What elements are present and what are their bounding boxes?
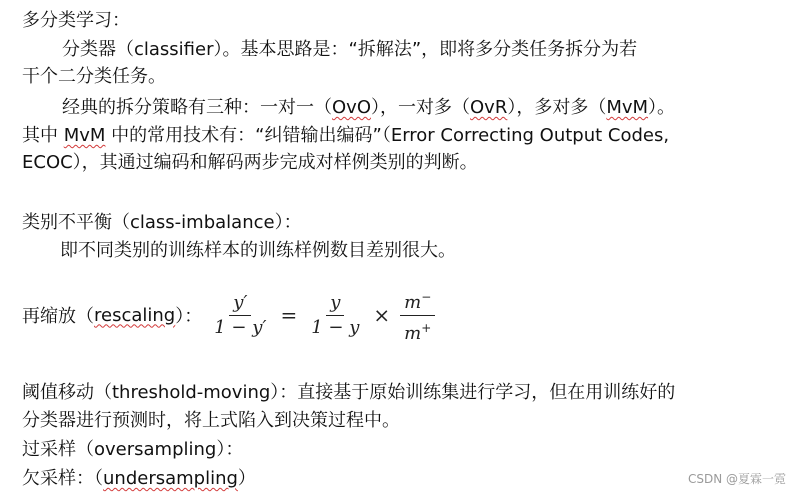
csdn-watermark: CSDN @夏霖一霓 bbox=[687, 472, 786, 486]
paragraph-classifier bbox=[62, 37, 637, 63]
heading-oversampling bbox=[22, 437, 243, 463]
heading-multiclass bbox=[22, 8, 130, 34]
times-sign: × bbox=[373, 303, 391, 327]
superscript-minus: − bbox=[421, 289, 432, 304]
paragraph-ecoc bbox=[22, 123, 669, 149]
paragraph-threshold-moving bbox=[22, 380, 675, 406]
fraction-denominator: 1 − y′ bbox=[214, 316, 267, 338]
text-segment: 再缩放（ bbox=[22, 306, 94, 327]
paragraph-text: 分类器进行预测时，将上式陷入到决策过程中。 bbox=[22, 410, 400, 431]
rescaling-line bbox=[22, 288, 439, 342]
rescaling-formula bbox=[206, 287, 439, 344]
fraction-numerator: y′ bbox=[229, 293, 251, 316]
text-segment: ），多对多（ bbox=[507, 97, 607, 118]
text-segment: 经典的拆分策略有三种：一对一（ bbox=[62, 97, 332, 118]
term-mvm: MvM bbox=[606, 97, 649, 118]
paragraph-text: 即不同类别的训练样本的训练样例数目差别很大。 bbox=[60, 240, 456, 261]
paragraph-text: ECOC），其通过编码和解码两步完成对样例类别的判断。 bbox=[22, 152, 478, 173]
text-segment: 其中 bbox=[22, 125, 64, 146]
heading-text: 过采样（oversampling）： bbox=[22, 439, 244, 460]
text-segment: 中的常用技术有：“纠错输出编码”（Error Correcting Output Codes, bbox=[105, 125, 670, 146]
heading-text: 多分类学习： bbox=[22, 10, 130, 31]
fraction-denominator: 1 − y bbox=[311, 316, 360, 338]
m-symbol: m bbox=[404, 322, 422, 344]
paragraph-ecoc-cont bbox=[22, 150, 478, 176]
m-symbol: m bbox=[404, 291, 422, 313]
term-mvm: MvM bbox=[63, 125, 106, 146]
fraction-numerator bbox=[400, 287, 435, 316]
text-segment: ）： bbox=[175, 306, 203, 327]
text-segment: ）。 bbox=[648, 97, 676, 118]
text-segment: ） bbox=[237, 468, 256, 489]
equals-sign: = bbox=[280, 303, 298, 327]
paragraph-classifier-cont bbox=[22, 64, 166, 90]
term-rescaling: rescaling bbox=[94, 304, 176, 326]
heading-class-imbalance bbox=[22, 210, 302, 236]
term-undersampling: undersampling bbox=[103, 468, 238, 489]
paragraph-strategies bbox=[62, 95, 675, 121]
fraction-numerator: y bbox=[326, 293, 344, 316]
heading-undersampling bbox=[22, 466, 256, 492]
fraction-denominator bbox=[400, 316, 435, 344]
term-ovr: OvR bbox=[470, 97, 508, 118]
paragraph-text: 阈值移动（threshold-moving）：直接基于原始训练集进行学习，但在用训练好的 bbox=[22, 382, 676, 403]
superscript-plus: + bbox=[421, 320, 432, 335]
fraction-lhs bbox=[210, 293, 270, 338]
term-ovo: OvO bbox=[332, 97, 371, 118]
heading-text: 类别不平衡（class-imbalance）： bbox=[22, 212, 302, 233]
fraction-rhs bbox=[307, 293, 363, 338]
paragraph-text: 分类器（classifier）。基本思路是：“拆解法”，即将多分类任务拆分为若 bbox=[62, 39, 638, 60]
fraction-m bbox=[400, 287, 435, 344]
text-segment: 欠采样：（ bbox=[22, 468, 103, 489]
paragraph-imbalance bbox=[60, 238, 456, 264]
paragraph-threshold-cont bbox=[22, 408, 400, 434]
text-segment: ），一对多（ bbox=[371, 97, 470, 118]
paragraph-text: 干个二分类任务。 bbox=[22, 66, 166, 87]
